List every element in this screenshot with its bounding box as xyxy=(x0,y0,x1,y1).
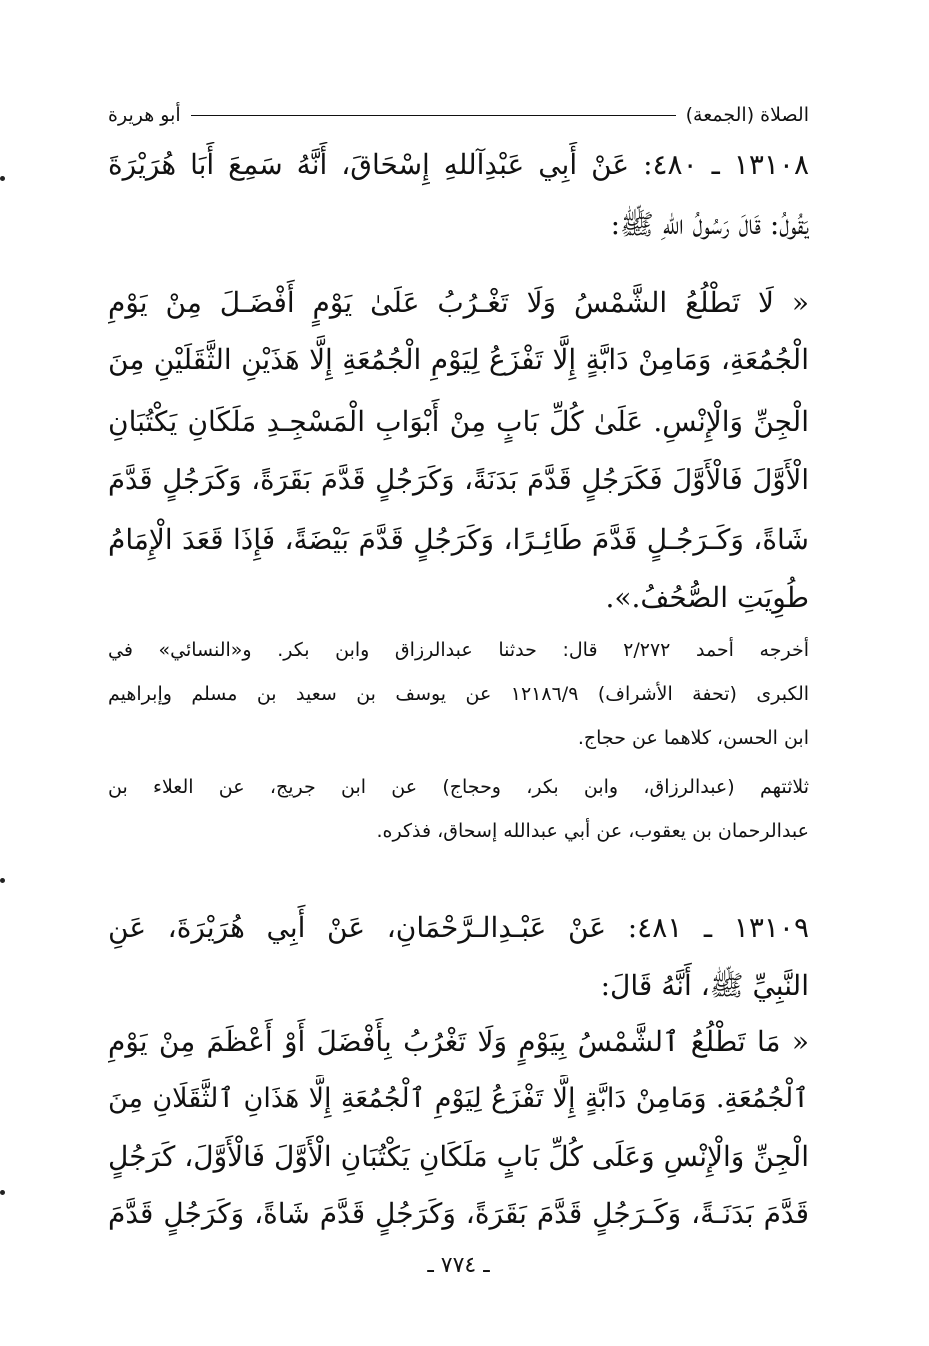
takhrij-line-3: ابن الحسن، كلاهما عن حجاج. xyxy=(577,727,809,749)
hadith-480-line-8: طُوِيَتِ الصُّحُفُ.». xyxy=(605,581,809,614)
hadith-480-line-1: ١٣١٠٨ ـ ٤٨٠: عَنْ أَبِي عَبْدِآللهِ إِسْحَاقَ، أَنَّهُ سَمِعَ أَبَا هُرَيْرَةَ xyxy=(108,148,809,181)
running-header xyxy=(108,100,809,130)
chapter-title: الصلاة (الجمعة) xyxy=(685,104,809,126)
hadith-481-line-4: ٱلْجُمُعَةِ. وَمَامِنْ دَابَّةٍ إِلَّا تَفْزَعُ لِيَوْمِ ٱلْجُمُعَةِ إِلَّا هَذَانِ ٱلثَّقَلَانِ مِنَ xyxy=(108,1083,809,1114)
takhrij-line-4: ثلاثتهم (عبدالرزاق، وابن بكر، وحجاج) عن ابن جريج، عن العلاء بن xyxy=(108,776,809,798)
takhrij-line-5: عبدالرحمان بن يعقوب، عن أبي عبدالله إسحاق، فذكره. xyxy=(376,820,809,842)
hadith-480-line-2: يَقُولُ: قَالَ رَسُولُ اللهِ ﷺ: xyxy=(610,208,809,241)
hadith-480-line-4: الْجُمُعَةِ، وَمَامِنْ دَابَّةٍ إِلَّا تَفْزَعُ لِيَوْمِ الْجُمُعَةِ إِلَّا هَذَيْنِ الثَّقَلَيْنِ مِنَ xyxy=(108,343,809,376)
page xyxy=(108,0,809,1346)
scan-speck xyxy=(0,1190,5,1195)
takhrij-line-2: الكبرى (تحفة الأشراف) ١٢١٨٦/٩ عن يوسف بن سعيد بن مسلم وإبراهيم xyxy=(108,683,809,705)
hadith-481-line-3: « مَا تَطْلُعُ ٱلشَّمْسُ بِيَوْمٍ وَلَا تَغْرُبُ بِأَفْضَلَ أَوْ أَعْظَمَ مِنْ يَوْمِ xyxy=(108,1025,809,1058)
hadith-481-line-5: الْجِنِّ وَالْإِنْسِ وَعَلَى كُلِّ بَابٍ مَلَكَانِ يَكْتُبَانِ الْأَوَّلَ فَالْأَوَّلَ، كَرَجُلٍ xyxy=(108,1140,809,1173)
hadith-480-line-7: شَاةً، وَكَـرَجُـلٍ قَدَّمَ طَائِـرًا، وَكَرَجُلٍ قَدَّمَ بَيْضَةً، فَإِذَا قَعَدَ الْإِمَامُ xyxy=(108,523,809,556)
hadith-480-line-3: « لَا تَطْلُعُ الشَّمْسُ وَلَا تَغْـرُبُ عَلَىٰ يَوْمٍ أَفْضَـلَ مِنْ يَوْمِ xyxy=(108,286,809,319)
page-number: ـ ٧٧٤ ـ xyxy=(427,1253,490,1278)
narrator-name: أبو هريرة xyxy=(108,104,181,126)
hadith-481-line-1: ١٣١٠٩ ـ ٤٨١: عَنْ عَبْـدِالـرَّحْمَانِ، عَنْ أَبِي هُرَيْرَةَ، عَنِ xyxy=(108,911,809,944)
hadith-481-line-2: النَّبِيِّ ﷺ، أَنَّهُ قَالَ: xyxy=(600,969,809,1002)
hadith-480-line-5: الْجِنِّ وَالْإِنْسِ. عَلَىٰ كُلِّ بَابٍ مِنْ أَبْوَابِ الْمَسْجِـدِ مَلَكَانِ يَكْتُبَانِ xyxy=(108,405,809,438)
header-rule xyxy=(191,115,676,116)
hadith-481-line-6: قَدَّمَ بَدَنَـةً، وَكَـرَجُلٍ قَدَّمَ بَقَرَةً، وَكَرَجُلٍ قَدَّمَ شَاةً، وَكَرَجُلٍ قَدَّمَ xyxy=(108,1197,809,1230)
scan-speck xyxy=(0,878,5,883)
takhrij-line-1: أخرجه أحمد ٢/٢٧٢ قال: حدثنا عبدالرزاق وابن بكر. و«النسائي» في xyxy=(108,639,809,661)
hadith-480-line-6: الْأَوَّلَ فَالْأَوَّلَ فَكَرَجُلٍ قَدَّمَ بَدَنَةً، وَكَرَجُلٍ قَدَّمَ بَقَرَةً، وَكَرَجُلٍ قَدَّمَ xyxy=(108,464,809,496)
scan-speck xyxy=(0,176,5,181)
